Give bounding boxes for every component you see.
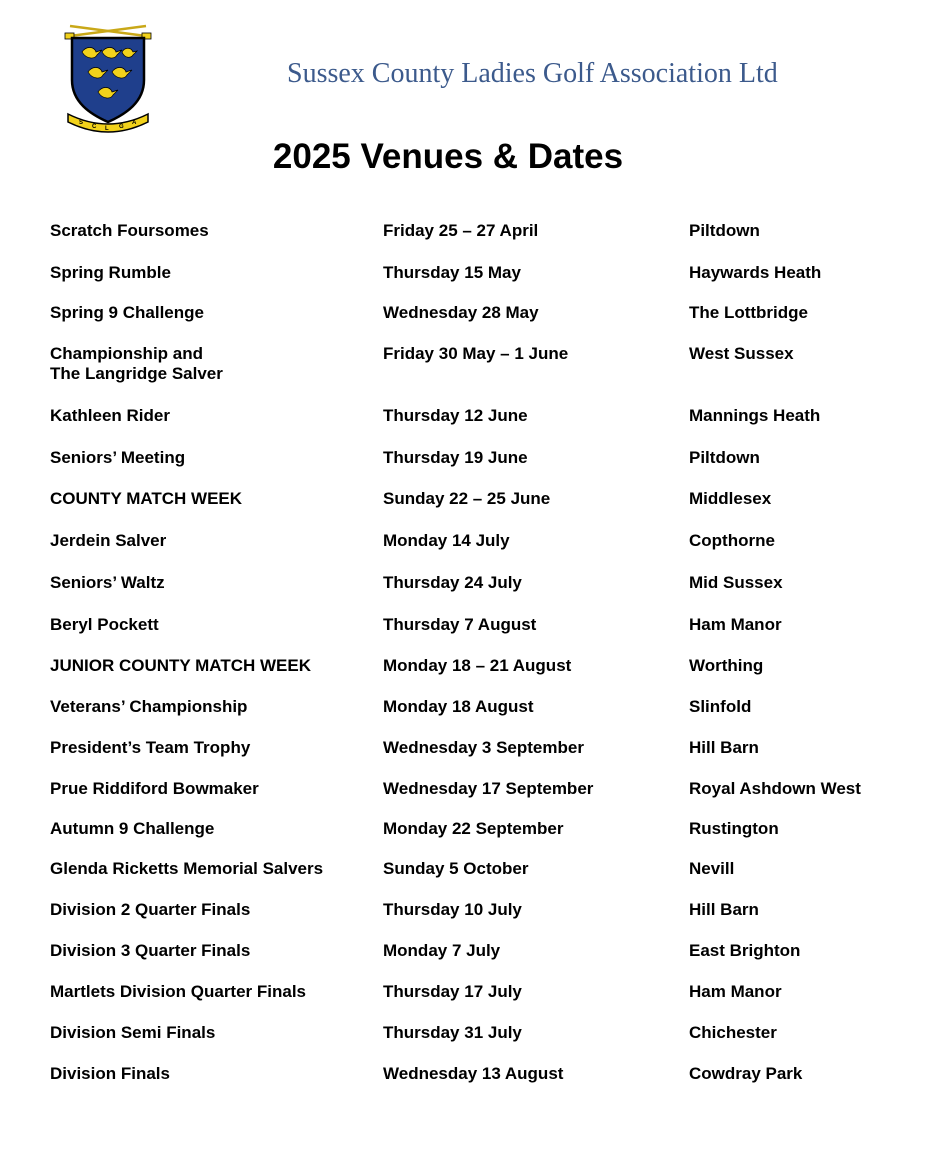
event-date: Thursday 17 July xyxy=(383,982,522,1001)
event-name: Division 3 Quarter Finals xyxy=(50,941,251,960)
crest-letter: L xyxy=(105,126,109,132)
event-date: Thursday 10 July xyxy=(383,900,522,919)
event-name: Glenda Ricketts Memorial Salvers xyxy=(50,859,324,878)
event-name: JUNIOR COUNTY MATCH WEEK xyxy=(50,656,311,675)
event-name: Spring 9 Challenge xyxy=(50,303,204,322)
event-venue: Piltdown xyxy=(689,448,760,467)
event-date: Thursday 15 May xyxy=(383,263,521,282)
event-date: Monday 22 September xyxy=(383,819,564,838)
event-venue: Cowdray Park xyxy=(689,1064,803,1083)
crest-letter: G xyxy=(119,124,124,130)
event-venue: Copthorne xyxy=(689,531,775,550)
event-venue: Hill Barn xyxy=(689,738,759,757)
event-name: Martlets Division Quarter Finals xyxy=(50,982,307,1001)
event-venue: Rustington xyxy=(689,819,779,838)
event-date: Monday 14 July xyxy=(383,531,510,550)
event-venue: Ham Manor xyxy=(689,982,782,1001)
event-date: Monday 7 July xyxy=(383,941,501,960)
event-venue: East Brighton xyxy=(689,941,801,960)
event-venue: Haywards Heath xyxy=(689,263,822,282)
event-name: Division 2 Quarter Finals xyxy=(50,900,251,919)
event-date: Thursday 24 July xyxy=(383,573,522,592)
event-venue: Mid Sussex xyxy=(689,573,783,592)
event-date: Sunday 5 October xyxy=(383,859,529,878)
event-venue: Chichester xyxy=(689,1023,777,1042)
event-venue: West Sussex xyxy=(689,344,794,363)
event-date: Thursday 7 August xyxy=(383,615,537,634)
event-date: Thursday 12 June xyxy=(383,406,528,425)
event-date: Sunday 22 – 25 June xyxy=(383,489,551,508)
organization-name: Sussex County Ladies Golf Association Ltd xyxy=(287,58,778,89)
event-venue: The Lottbridge xyxy=(689,303,808,322)
event-venue: Hill Barn xyxy=(689,900,759,919)
event-name: President’s Team Trophy xyxy=(50,738,251,757)
event-name: Seniors’ Meeting xyxy=(50,448,186,467)
event-date: Wednesday 17 September xyxy=(383,779,594,798)
crest-logo xyxy=(62,22,154,134)
event-name: Veterans’ Championship xyxy=(50,697,248,716)
event-name: Championship and The Langridge Salver xyxy=(50,344,223,383)
crest-letter: A xyxy=(132,120,137,126)
crest-letter: C xyxy=(92,124,97,130)
event-name: Kathleen Rider xyxy=(50,406,170,425)
event-name: Beryl Pockett xyxy=(50,615,159,634)
event-venue: Royal Ashdown West xyxy=(689,779,861,798)
event-date: Monday 18 – 21 August xyxy=(383,656,572,675)
event-venue: Piltdown xyxy=(689,221,760,240)
event-name: Division Semi Finals xyxy=(50,1023,216,1042)
event-name: Autumn 9 Challenge xyxy=(50,819,215,838)
event-name: Seniors’ Waltz xyxy=(50,573,165,592)
event-date: Wednesday 28 May xyxy=(383,303,539,322)
event-venue: Middlesex xyxy=(689,489,772,508)
event-venue: Nevill xyxy=(689,859,735,878)
page-title: 2025 Venues & Dates xyxy=(272,137,624,176)
event-date: Friday 25 – 27 April xyxy=(383,221,539,240)
event-name: COUNTY MATCH WEEK xyxy=(50,489,243,508)
crest-letter: S xyxy=(79,120,84,126)
event-venue: Worthing xyxy=(689,656,764,675)
event-date: Monday 18 August xyxy=(383,697,534,716)
event-date: Thursday 19 June xyxy=(383,448,528,467)
event-name: Prue Riddiford Bowmaker xyxy=(50,779,259,798)
event-date: Wednesday 13 August xyxy=(383,1064,564,1083)
event-date: Thursday 31 July xyxy=(383,1023,522,1042)
event-date: Friday 30 May – 1 June xyxy=(383,344,569,363)
event-name: Spring Rumble xyxy=(50,263,171,282)
event-name: Jerdein Salver xyxy=(50,531,167,550)
event-name: Scratch Foursomes xyxy=(50,221,209,240)
event-venue: Slinfold xyxy=(689,697,752,716)
event-venue: Ham Manor xyxy=(689,615,782,634)
event-name: Division Finals xyxy=(50,1064,170,1083)
event-date: Wednesday 3 September xyxy=(383,738,584,757)
event-venue: Mannings Heath xyxy=(689,406,821,425)
